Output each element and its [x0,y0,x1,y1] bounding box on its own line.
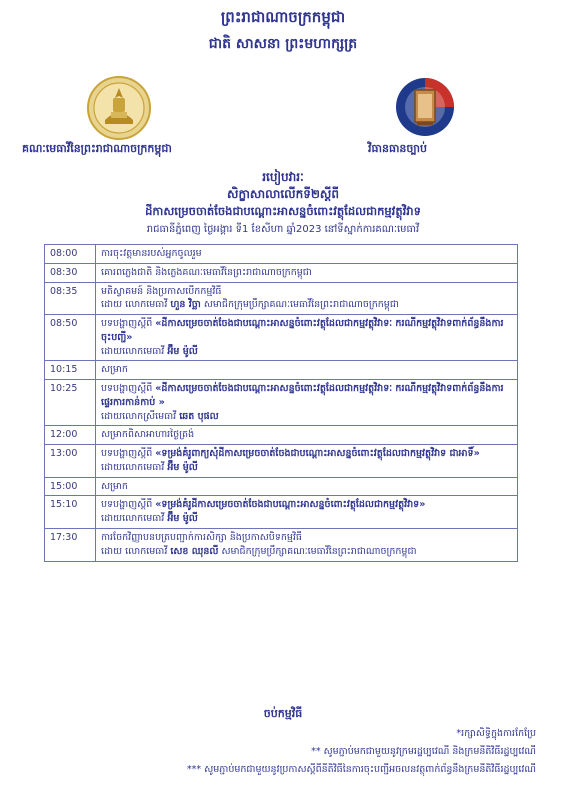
bar-association-name: គណៈមេធាវីនៃព្រះរាជាណាចក្រកម្ពុជា [22,142,172,155]
schedule-row [45,380,518,426]
topic-title: «ទម្រង់គំរូដីកាសម្រេចចាត់ចែងជាបណ្តោះអាសន្នចំពោះវត្ថុដែលជាកម្មវត្ថុវិវាទ» [155,499,426,511]
item-text: មតិស្វាគមន៍ និងប្រកាសបើកកម្មវិធី [101,285,222,297]
kingdom-motto: ជាតិ សាសនា ព្រះមហាក្សត្រ [208,36,358,52]
item-text: ការចែកវិញ្ញាបនបត្របញ្ជាក់ការសិក្សា និងប្រកាសបិទកម្មវិធី [101,532,302,544]
item-speaker-line [101,512,512,526]
item-text: សម្រាកពិសាអាហារថ្ងៃត្រង់ [101,429,195,441]
speaker-prefix: ដោយ លោកមេធាវី [101,299,171,311]
item-text: សម្រាក [101,364,128,376]
footnote-1: *រក្សាសិទ្ធិក្នុងការកែប្រែ [456,728,536,739]
schedule-item [96,315,518,361]
speaker-name: ឆេត បុផល [179,410,219,422]
schedule-time: 08:00 [45,245,96,264]
seminar-venue-date: រាជធានីភ្នំពេញ ថ្ងៃអង្គារ ទី1 ខែសីហា ឆ្នាំ2023 នៅទីស្នាក់ការគណៈមេធាវី [146,224,420,235]
speaker-prefix: ដោយលោកមេធាវី [101,345,168,357]
item-text: សម្រាក [101,480,128,492]
schedule-item [96,282,518,315]
schedule-item [96,426,518,445]
schedule-row [45,263,518,282]
item-topic-line [101,447,512,461]
item-text: ការចុះវត្តមានរបស់អ្នកចូលរួម [101,248,202,259]
schedule-row [45,361,518,380]
footnote-2: ** សូមភ្ជាប់មកជាមួយនូវក្រមរដ្ឋប្បវេណី និងក្រមនីតិវិធីរដ្ឋប្បវេណី [311,746,536,757]
item-speaker-line [101,545,512,559]
speaker-name: អ៊ឹម ម៉ូលី [167,461,198,473]
schedule-item [96,245,518,264]
topic-prefix: បទបង្ហាញស្តីពី [101,499,156,511]
schedule-item [96,477,518,496]
schedule-time: 12:00 [45,426,96,445]
topic-prefix: បទបង្ហាញស្តីពី [101,448,156,460]
schedule-row [45,496,518,529]
item-text: គោរពភ្លេងជាតិ និងភ្លេងគណៈមេធាវីនៃព្រះរាជាណាចក្រកម្ពុជា [101,266,312,278]
schedule-time: 10:25 [45,380,96,426]
schedule-row [45,445,518,478]
bar-association-seal-icon [87,76,151,140]
schedule-row [45,426,518,445]
speaker-role: សមាជិកក្រុមប្រឹក្សាគណៈមេធាវីនៃព្រះរាជាណាចក្រកម្ពុជា [218,545,417,557]
speaker-prefix: ដោយលោកមេធាវី [101,513,168,525]
agenda-label: របៀបវារៈ [262,170,304,184]
topic-title: «ដីកាសម្រេចចាត់ចែងជាបណ្តោះអាសន្នចំពោះវត្ថុដែលជាកម្មវត្ថុវិវាទៈ ករណីកម្មវត្ថុវិវាទពាក់ព័ន្ធនឹងការផ្ទេរការកាន់កាប់ » [101,383,504,408]
schedule-time: 15:00 [45,477,96,496]
schedule-time: 08:35 [45,282,96,315]
speaker-name: សេខ ឈុនលី [170,545,219,557]
schedule-table [44,244,518,562]
topic-title: «ទម្រង់គំរូពាក្យសុំដីកាសម្រេចចាត់ចែងជាបណ្តោះអាសន្នចំពោះវត្ថុដែលជាកម្មវត្ថុវិវាទ ជាអាទិ៍» [155,448,480,460]
schedule-time: 17:30 [45,529,96,562]
schedule-time: 15:10 [45,496,96,529]
topic-prefix: បទបង្ហាញស្តីពី [101,383,156,395]
topic-title: «ដីកាសម្រេចចាត់ចែងជាបណ្តោះអាសន្នចំពោះវត្ថុដែលជាកម្មវត្ថុវិវាទៈ ករណីកម្មវត្ថុវិវាទពាក់ព័ន្ធនឹងការចុះបញ្ជី» [101,318,504,343]
schedule-item [96,380,518,426]
item-speaker-line [101,410,512,424]
item-topic-line [101,382,512,410]
speaker-name: អ៊ឹម ម៉ូលី [167,345,198,357]
schedule-item [96,445,518,478]
law-firm-name: វិធានធានច្បាប់ [368,142,427,155]
schedule-item [96,496,518,529]
schedule-item [96,361,518,380]
schedule-time: 08:30 [45,263,96,282]
schedule-row [45,282,518,315]
schedule-item [96,529,518,562]
schedule-time: 13:00 [45,445,96,478]
seminar-title: សិក្ខាសាលាលើកទី២ស្តីពី [227,187,339,201]
schedule-row [45,315,518,361]
speaker-name: ហួន វិច្ឆា [170,299,201,311]
law-firm-logo-icon [395,76,455,138]
speaker-role: សមាជិកក្រុមប្រឹក្សាគណៈមេធាវីនៃព្រះរាជាណាចក្រកម្ពុជា [200,299,399,311]
schedule-time: 08:50 [45,315,96,361]
topic-prefix: បទបង្ហាញស្តីពី [101,318,156,330]
item-speaker-line [101,345,512,359]
schedule-row [45,245,518,264]
schedule-row [45,477,518,496]
item-topic-line [101,498,512,512]
speaker-prefix: ដោយលោកស្រីមេធាវី [101,410,180,422]
schedule-row [45,529,518,562]
speaker-name: អ៊ឹម ម៉ូលី [167,513,198,525]
speaker-prefix: ដោយលោកមេធាវី [101,461,168,473]
program-end: ចប់កម្មវិធី [263,707,303,720]
item-speaker-line [101,461,512,475]
item-topic-line [101,317,512,345]
seminar-subtitle: ដីកាសម្រេចចាត់ចែងជាបណ្តោះអាសន្នចំពោះវត្ថុដែលជាកម្មវត្ថុវិវាទ [145,204,421,218]
schedule-time: 10:15 [45,361,96,380]
footnote-3: *** សូមភ្ជាប់មកជាមួយនូវប្រកាសស្តីពីនីតិវិធីនៃការចុះបញ្ជីអចលនវត្ថុពាក់ព័ន្ធនឹងក្រមនីតិវិធីរដ្ឋប្បវេណី [186,764,536,775]
item-speaker-line [101,298,512,312]
kingdom-title: ព្រះរាជាណាចក្រកម្ពុជា [220,8,346,26]
speaker-prefix: ដោយ លោកមេធាវី [101,545,171,557]
schedule-item [96,263,518,282]
